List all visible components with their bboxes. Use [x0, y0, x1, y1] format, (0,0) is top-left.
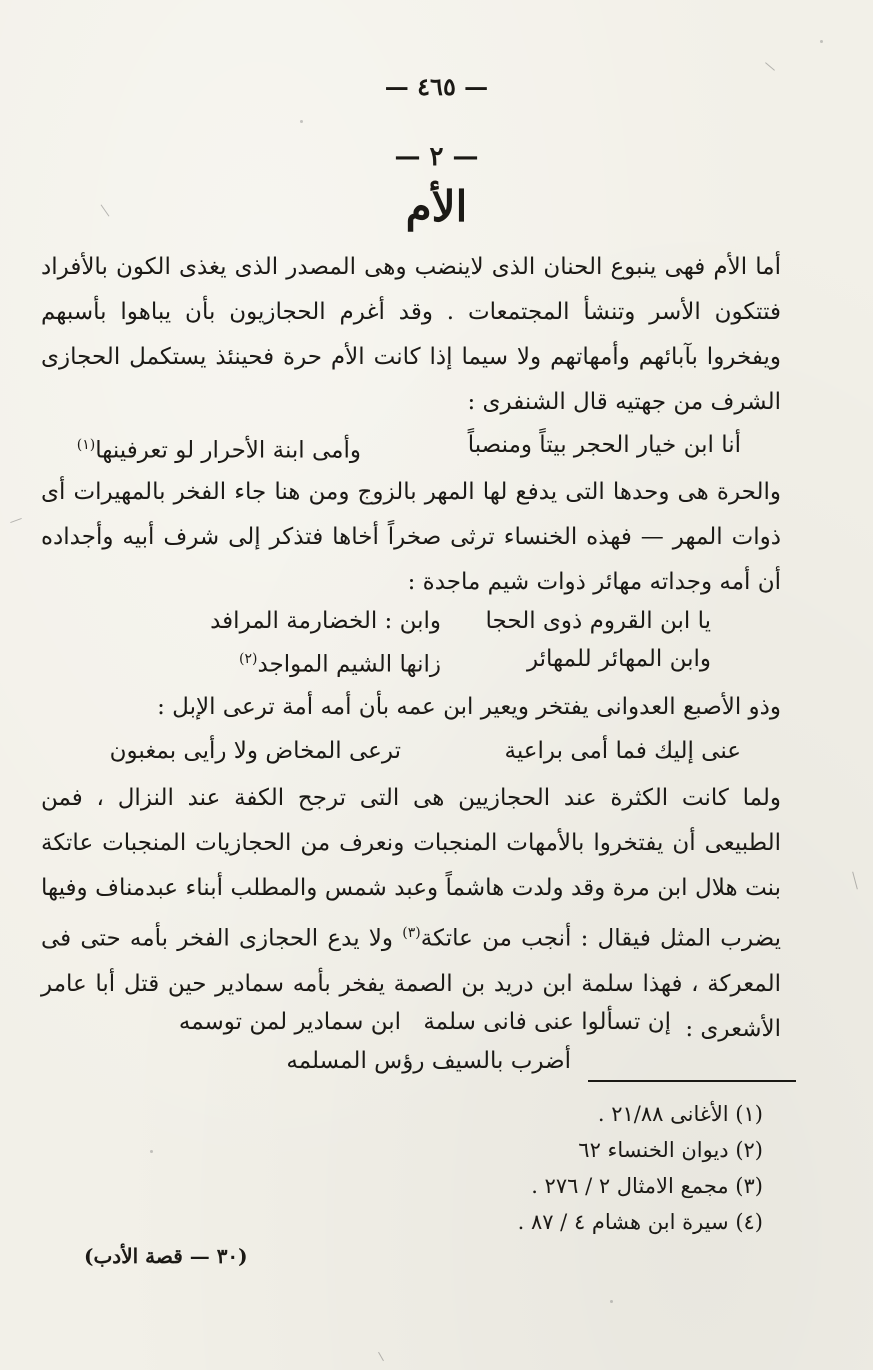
paragraph-mothers-part-2: ولا يدع الحجازى الفخر بأمه حتى فى المعركة ، فهذا سلمة ابن دريد بن الصمة يفخر بأمه سمادير حين قتل أبا عامر الأشعرى :	[41, 925, 781, 1042]
scan-mark	[765, 62, 775, 70]
scan-speck	[820, 40, 823, 43]
verse-2-first-hemistich: يا ابن القروم ذوى الحجا	[485, 608, 711, 634]
footnote-2: (٢) ديوان الخنساء ٦٢	[578, 1138, 763, 1162]
verse-3-first-hemistich: وابن المهائر للمهائر	[526, 646, 711, 672]
verse-1-second-text: وأمى ابنة الأحرار لو تعرفينها	[95, 437, 361, 464]
footnote-mark-3: (٣)	[402, 925, 421, 941]
verse-line-1	[41, 426, 781, 464]
verse-line-4	[41, 732, 781, 770]
footnote-3: (٣) مجمع الامثال ٢ / ٢٧٦ .	[531, 1174, 763, 1198]
page-number: — ٤٦٥ —	[384, 72, 489, 101]
paragraph-mothers-part-1: ولما كانت الكثرة عند الحجازيين هى التى ترجح الكفة عند النزال ، فمن الطبيعى أن يفتخروا بالأمهات المنجبات ونعرف من الحجازيات المنجبات عاتكة بنت هلال ابن مرة وقد ولدت هاشماً وعبد شمس والمطلب أبناء عبدمناف وفيها يضرب المثل فيقال : أنجب من عاتكة	[41, 785, 781, 952]
scan-mark	[10, 518, 22, 523]
verse-1-first-hemistich: أنا ابن خيار الحجر بيتاً ومنصباً	[467, 432, 741, 458]
scan-speck	[300, 120, 303, 123]
verse-6-text: أضرب بالسيف رؤس المسلمه	[286, 1048, 571, 1074]
scan-speck	[150, 1150, 153, 1153]
section-number: — ٢ —	[394, 142, 479, 172]
footnote-divider	[588, 1080, 796, 1082]
verse-line-6	[41, 1042, 781, 1080]
scan-mark	[378, 1352, 384, 1361]
paragraph-free-woman: والحرة هى وحدها التى يدفع لها المهر بالزوج ومن هنا جاء الفخر بالمهيرات أى ذوات المهر — فهذه الخنساء ترثى صخراً أخاها فتذكر إلى شرف أبيه وأجداده أن أمه وجداته مهائر ذوات شيم ماجدة :	[41, 479, 781, 595]
footnote-mark-2: (٢)	[238, 651, 258, 667]
verse-line-5	[41, 1003, 781, 1041]
scan-mark	[852, 872, 858, 890]
paragraph-dhul-isba: وذو الأصبع العدوانى يفتخر ويعير ابن عمه بأن أمه أمة ترعى الإبل :	[157, 694, 781, 720]
verse-4-second-hemistich: ترعى المخاض ولا رأيى بمغبون	[109, 738, 401, 764]
paragraph-intro: أما الأم فهى ينبوع الحنان الذى لاينضب وهى المصدر الذى يغذى الكون بالأفراد فتتكون الأسر وتنشأ المجتمعات . وقد أغرم الحجازيون بأن يباهوا بأسبهم ويفخروا بآبائهم وأمهاتهم ولا سيما إذا كانت الأم حرة فحينئذ يستكمل الحجازى الشرف من جهتيه قال الشنفرى :	[41, 254, 781, 415]
verse-3-second-text: زانها الشيم المواجد	[257, 651, 441, 678]
verse-5-first-hemistich: إن تسألوا عنى فانى سلمة	[423, 1009, 671, 1035]
footnote-1: (١) الأغانى ٢١/٨٨ .	[597, 1102, 763, 1126]
verse-3-second-hemistich	[239, 640, 441, 684]
footnote-mark-1: (١)	[76, 437, 96, 453]
verse-line-2	[41, 602, 781, 640]
verse-line-3	[41, 640, 781, 678]
verse-4-first-hemistich: عنى إليك فما أمى براعية	[504, 738, 741, 764]
footnote-4: (٤) سيرة ابن هشام ٤ / ٨٧ .	[517, 1210, 763, 1234]
verse-2-second-hemistich: وابن : الخضارمة المرافد	[210, 608, 441, 634]
chapter-title: الأم	[405, 182, 468, 231]
scan-speck	[610, 1300, 613, 1303]
verse-1-second-hemistich	[77, 426, 361, 470]
verse-5-second-hemistich: ابن سمادير لمن توسمه	[178, 1009, 401, 1035]
bottom-signature: (٣٠ — قصة الأدب)	[84, 1244, 248, 1268]
